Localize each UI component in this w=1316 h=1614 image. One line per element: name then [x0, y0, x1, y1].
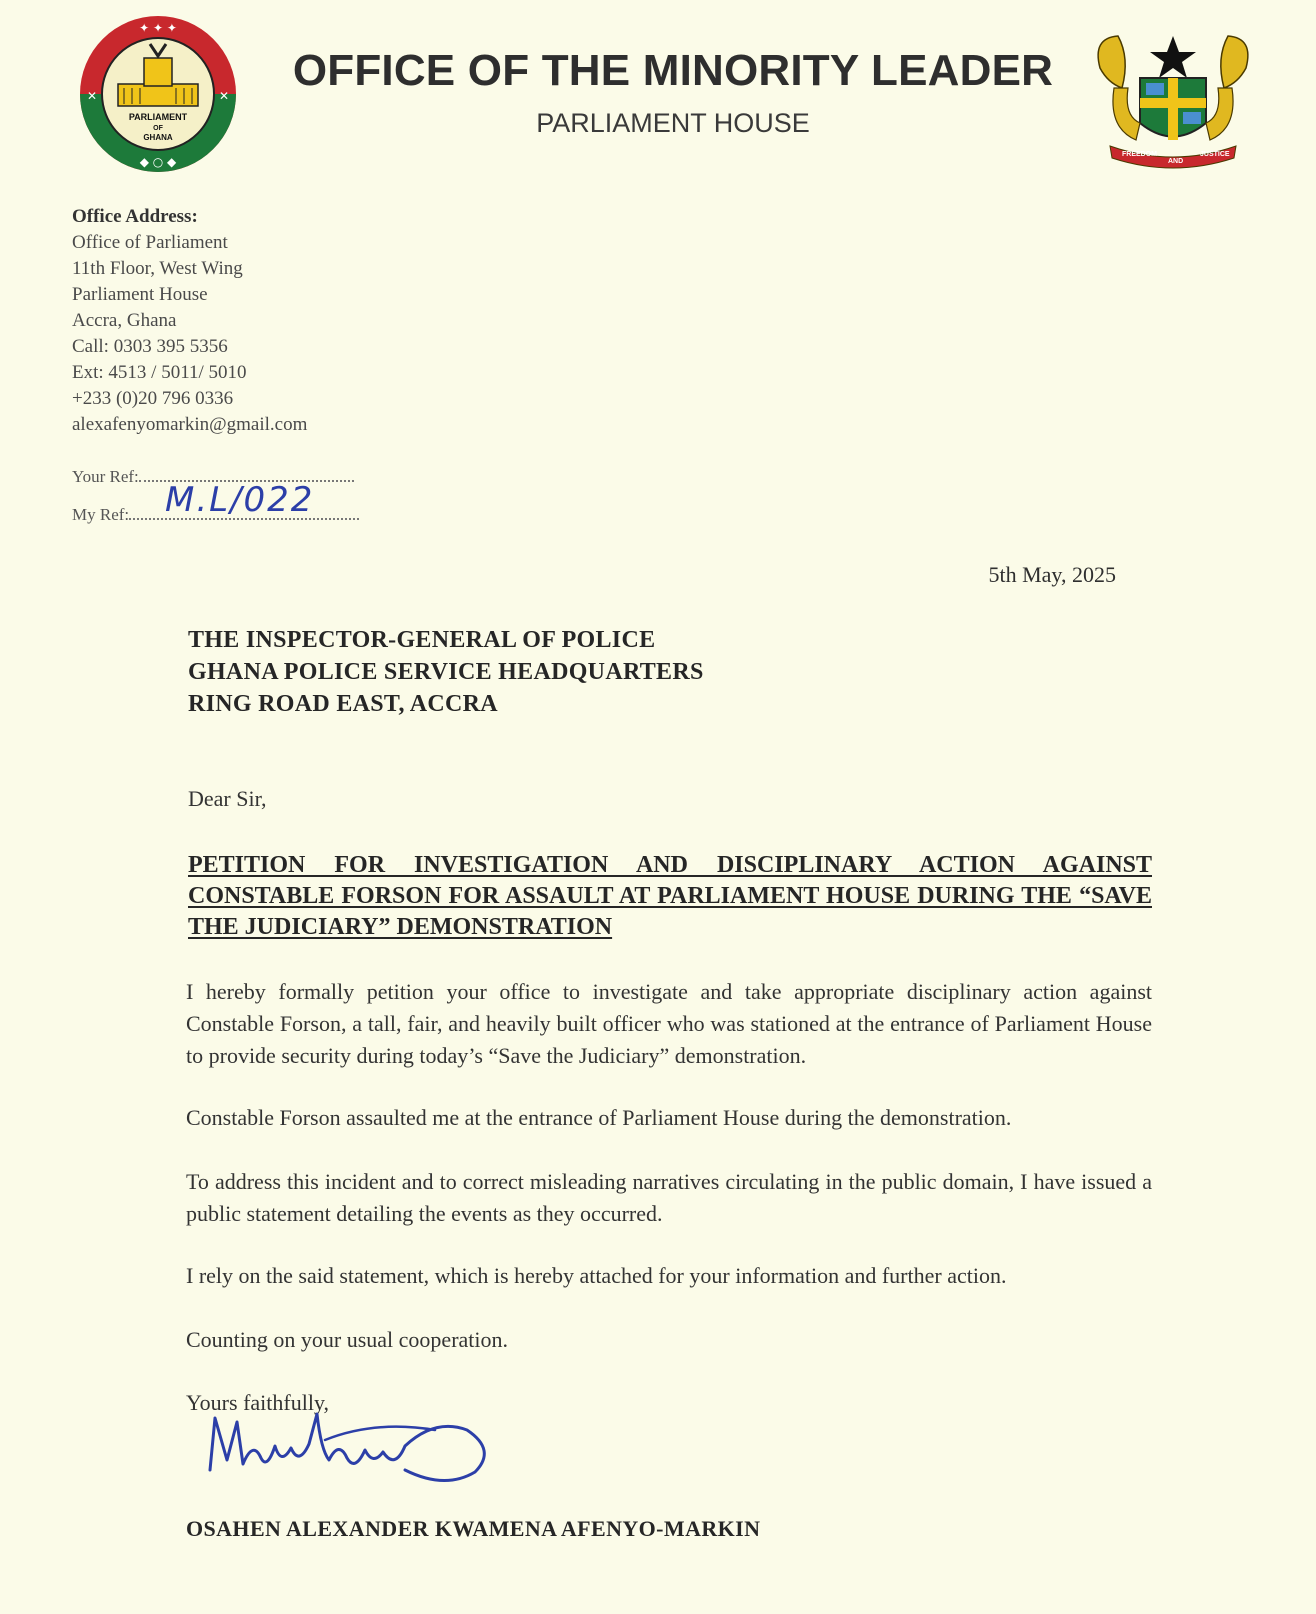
address-line: Office of Parliament	[72, 232, 228, 253]
salutation: Dear Sir,	[188, 786, 267, 811]
address-mobile: +233 (0)20 796 0336	[72, 388, 234, 409]
address-line: Parliament House	[72, 284, 208, 305]
recipient-line: RING ROAD EAST, ACCRA	[188, 691, 498, 717]
address-line: Accra, Ghana	[72, 310, 177, 331]
address-phone: Call: 0303 395 5356	[72, 336, 228, 357]
body-paragraph: To address this incident and to correct misleading narratives circulating in the public domain, I have issued a public statement detailing the events as they occurred.	[186, 1169, 1152, 1226]
body-paragraph: I rely on the said statement, which is hereby attached for your information and further action.	[186, 1263, 1007, 1288]
body-paragraph: Constable Forson assaulted me at the entrance of Parliament House during the demonstration.	[186, 1105, 1012, 1130]
body-paragraph: Counting on your usual cooperation.	[186, 1327, 509, 1352]
complimentary-close: Yours faithfully,	[186, 1390, 330, 1415]
logo-text-of: OF	[153, 125, 163, 132]
recipient-block	[188, 624, 704, 720]
svg-text:✦ ✦ ✦: ✦ ✦ ✦	[139, 21, 177, 35]
office-address-label: Office Address:	[72, 206, 198, 227]
ghana-coat-of-arms-emblem	[1088, 28, 1258, 173]
svg-text:◆ ○ ◆: ◆ ○ ◆	[139, 155, 177, 169]
letterhead-title: OFFICE OF THE MINORITY LEADER	[292, 46, 1054, 95]
subject-line: PETITION FOR INVESTIGATION AND DISCIPLINARY ACTION AGAINST CONSTABLE FORSON FOR ASSAULT AT PARLIAMENT HOUSE DURING THE “SAVE THE JUDICIARY” DEMONSTRATION	[188, 852, 1152, 940]
letterhead-subtitle: PARLIAMENT HOUSE	[536, 108, 810, 138]
svg-text:✕: ✕	[218, 89, 230, 103]
emblem-motto-and: AND	[1168, 158, 1184, 165]
address-email: alexafenyomarkin@gmail.com	[72, 414, 308, 435]
handwritten-signature	[205, 1400, 505, 1490]
emblem-motto-freedom: FREEDOM	[1122, 151, 1157, 158]
my-ref-label: My Ref:	[72, 505, 130, 524]
address-line: 11th Floor, West Wing	[72, 258, 243, 279]
body-paragraph: I hereby formally petition your office to investigate and take appropriate disciplinary action against Constable Forson, a tall, fair, and heavily built officer who was stationed at the entrance of Parliament House to provide security during today’s “Save the Judiciary” demonstration.	[186, 979, 1152, 1068]
your-ref-label: Your Ref:	[72, 467, 139, 486]
signatory-name: OSAHEN ALEXANDER KWAMENA AFENYO-MARKIN	[186, 1516, 761, 1541]
recipient-line: GHANA POLICE SERVICE HEADQUARTERS	[188, 659, 704, 685]
address-extension: Ext: 4513 / 5011/ 5010	[72, 362, 247, 383]
my-ref-handwritten-value: M.L/022	[165, 480, 315, 520]
letter-date: 5th May, 2025	[988, 562, 1116, 587]
emblem-motto-justice: JUSTICE	[1200, 151, 1230, 158]
logo-text-ghana: GHANA	[143, 133, 173, 142]
logo-text-parliament: PARLIAMENT	[128, 112, 188, 122]
svg-text:✕: ✕	[86, 89, 98, 103]
recipient-line: THE INSPECTOR-GENERAL OF POLICE	[188, 627, 656, 653]
